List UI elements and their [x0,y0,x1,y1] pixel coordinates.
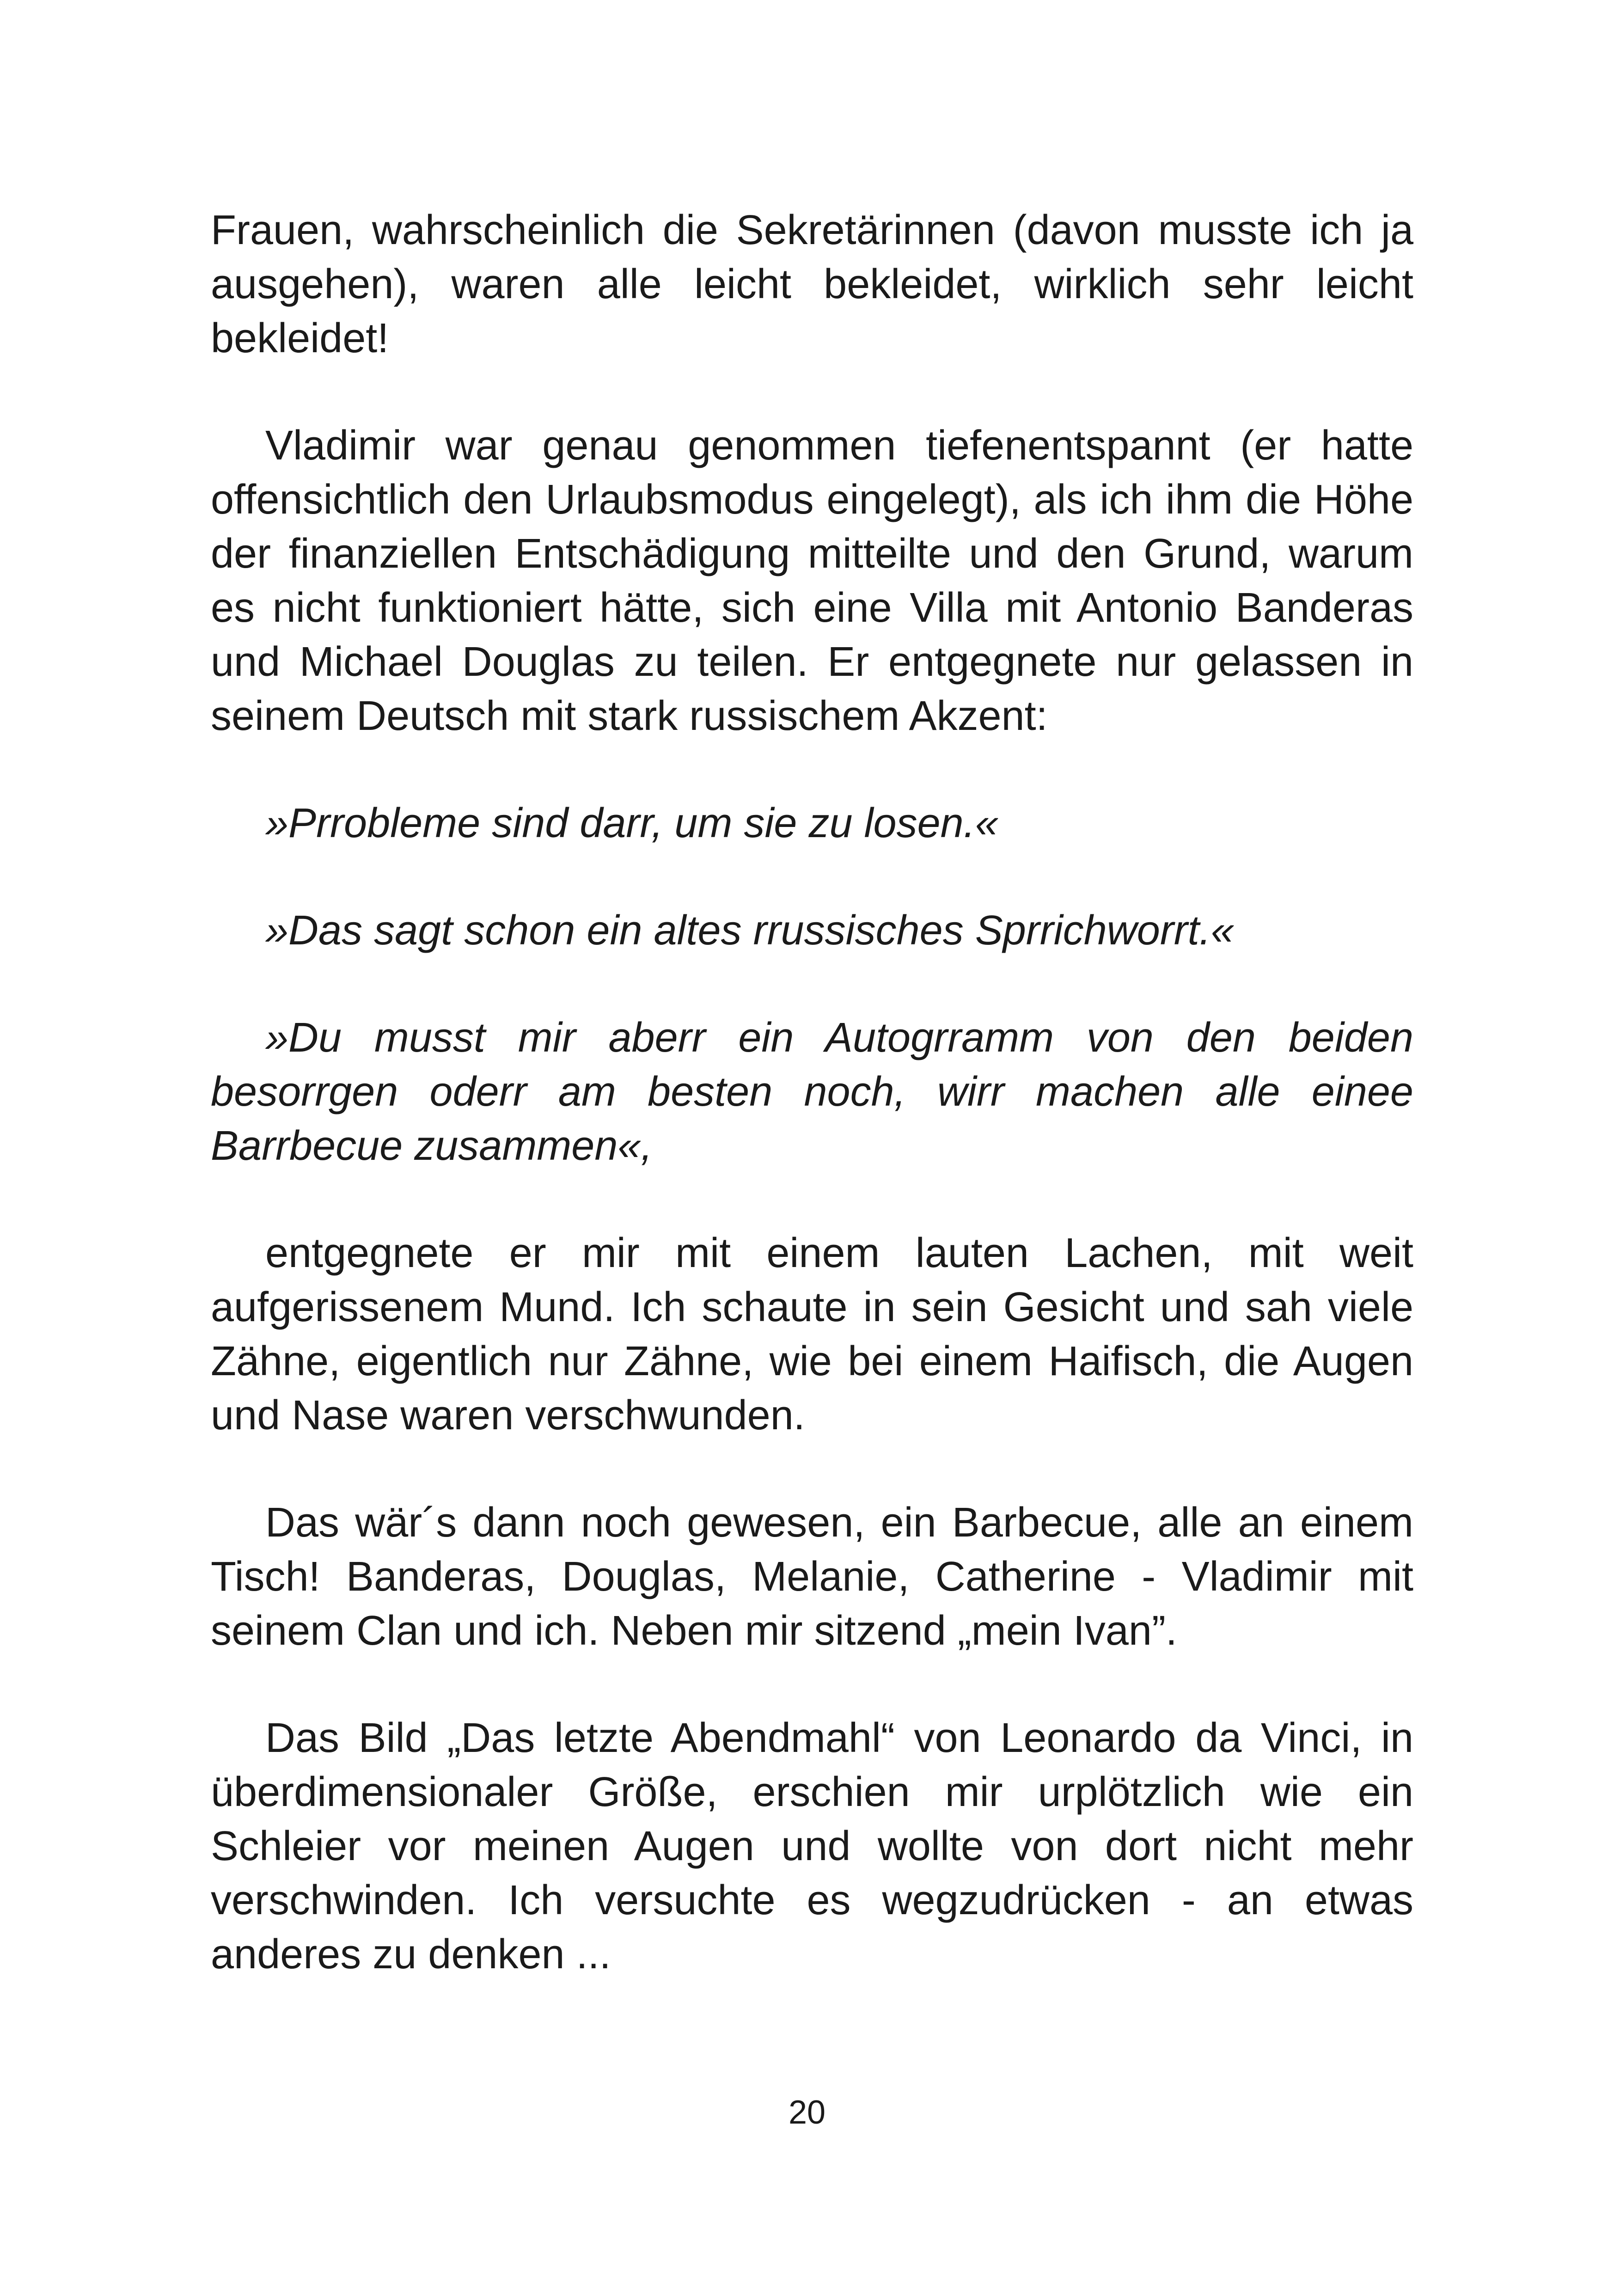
paragraph-2: Vladimir war genau genommen tiefenentspannt (er hatte offensichtlich den Urlaubsmodus eingelegt), als ich ihm die Höhe der finanziellen Entschädigung mitteilte und den Grund, warum es nicht funktioniert hätte, sich eine Villa mit Antonio Banderas und Michael Douglas zu teilen. Er entgegnete nur gelassen in seinem Deutsch mit stark russischem Akzent: [211,422,1413,739]
page-number: 20 [788,2094,826,2131]
paragraph-4: Das wär´s dann noch gewesen, ein Barbecue, alle an einem Tisch! Banderas, Douglas, Melanie, Catherine - Vladimir mit seinem Clan und ich. Neben mir sitzend „mein Ivan”. [211,1500,1413,1654]
quote-1: »Prrobleme sind darr, um sie zu losen.« [265,800,998,846]
quote-2: »Das sagt schon ein altes rrussisches Sprrichworrt.« [265,907,1234,954]
paragraph-5: Das Bild „Das letzte Abendmahl“ von Leonardo da Vinci, in überdimensionaler Größe, erschien mir urplötzlich wie ein Schleier vor meinen Augen und wollte von dort nicht mehr verschwinden. Ich versuchte es wegzudrücken - an etwas anderes zu denken ... [211,1715,1413,1978]
page-body [211,203,1413,2035]
quote-3: »Du musst mir aberr ein Autogrramm von den beiden besorrgen oderr am besten noch, wirr machen alle einee Barrbecue zusammen«, [211,1015,1413,1169]
paragraph-3: entgegnete er mir mit einem lauten Lachen, mit weit aufgerissenem Mund. Ich schaute in sein Gesicht und sah viele Zähne, eigentlich nur Zähne, wie bei einem Haifisch, die Augen und Nase waren verschwunden. [211,1230,1413,1439]
paragraph-1: Frauen, wahrscheinlich die Sekretärinnen (davon musste ich ja ausgehen), waren alle leicht bekleidet, wirklich sehr leicht bekleidet! [211,207,1413,361]
